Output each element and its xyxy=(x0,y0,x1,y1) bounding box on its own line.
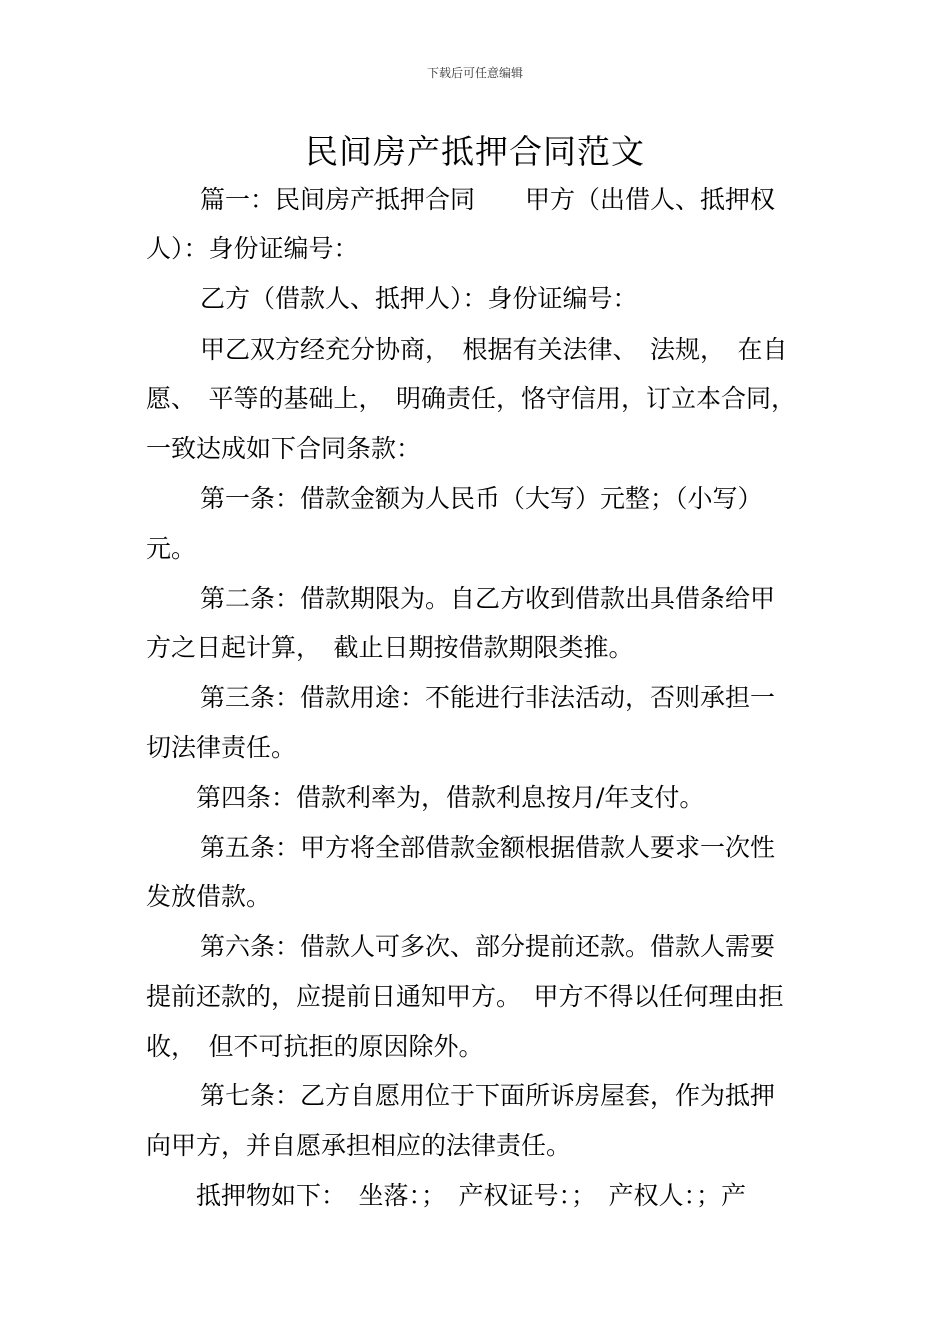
text-line: 收， 但不可抗拒的原因除外。 xyxy=(146,1032,484,1061)
text-line: 愿、 平等的基础上， 明确责任，恪守信用，订立本合同， xyxy=(146,384,797,413)
text-line: 篇一：民间房产抵押合同 甲方（出借人、抵押权 xyxy=(200,185,776,214)
text-line: 第七条：乙方自愿用位于下面所诉房屋套，作为抵押 xyxy=(200,1081,776,1110)
text-line: 人）：身份证编号： xyxy=(146,234,359,263)
text-line: 第六条：借款人可多次、部分提前还款。借款人需要 xyxy=(200,932,776,961)
text-line: 第二条：借款期限为。自乙方收到借款出具借条给甲 xyxy=(200,584,776,613)
text-line: 一致达成如下合同条款： xyxy=(146,434,422,463)
text-line: 第四条：借款利率为，借款利息按月/年支付。 xyxy=(196,783,705,812)
text-line: 第一条：借款金额为人民币（大写）元整；（小写） xyxy=(200,484,763,513)
text-line: 发放借款。 xyxy=(146,882,272,911)
text-line: 第三条：借款用途：不能进行非法活动，否则承担一 xyxy=(200,683,776,712)
text-line: 甲乙双方经充分协商， 根据有关法律、 法规， 在自 xyxy=(200,335,788,364)
text-line: 元。 xyxy=(146,534,197,563)
text-line: 方之日起计算， 截止日期按借款期限类推。 xyxy=(146,633,634,662)
text-line: 切法律责任。 xyxy=(146,733,297,762)
document-title: 民间房产抵押合同范文 xyxy=(305,132,645,171)
text-line: 向甲方，并自愿承担相应的法律责任。 xyxy=(146,1131,572,1160)
text-line: 第五条：甲方将全部借款金额根据借款人要求一次性 xyxy=(200,833,776,862)
text-line: 乙方（借款人、抵押人）：身份证编号： xyxy=(200,284,638,313)
header-note: 下载后可任意编辑 xyxy=(426,66,523,80)
text-line: 提前还款的，应提前日通知甲方。 甲方不得以任何理由拒 xyxy=(146,982,784,1011)
text-line: 抵押物如下： 坐落：； 产权证号：； 产权人：；产 xyxy=(196,1181,747,1210)
